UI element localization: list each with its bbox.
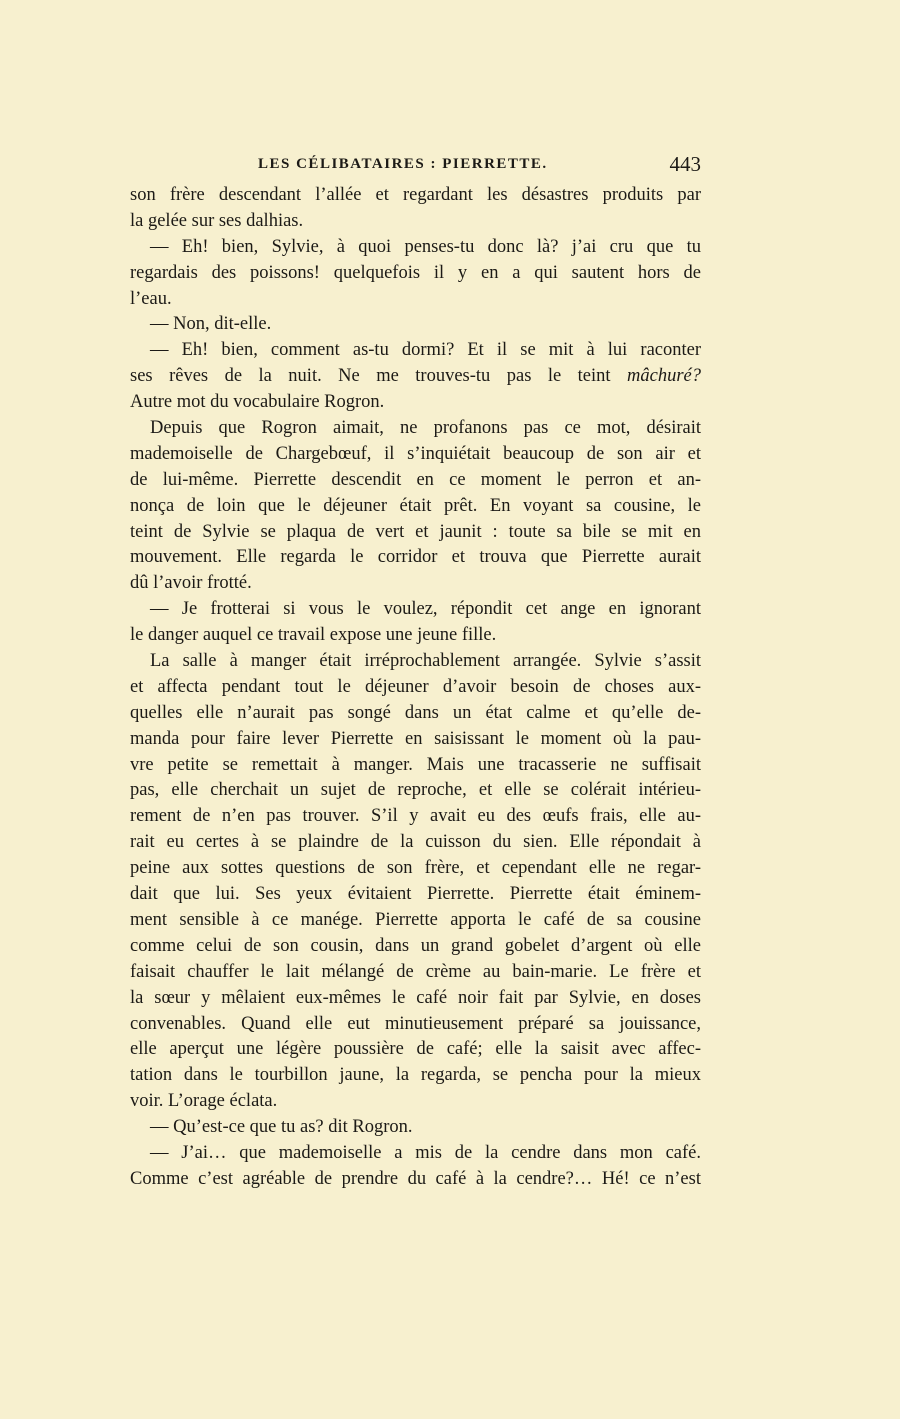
text-line: Autre mot du vocabulaire Rogron. [130,392,385,413]
running-title: LES CÉLIBATAIRES : PIERRETTE. [258,156,548,172]
text-line: teint de Sylvie se plaqua de vert et jaunit : toute sa bile se mit en [130,521,701,542]
page-number: 443 [669,152,701,176]
text-line: — Je frotterai si vous le voulez, répondit cet ange en ignorant [150,599,701,620]
text-line: elle aperçut une légère poussière de café; elle la saisit avec affec- [130,1039,701,1060]
text-line: — J’ai… que mademoiselle a mis de la cendre dans mon café. [150,1142,701,1163]
text-line: La salle à manger était irréprochablement arrangée. Sylvie s’assit [150,651,701,672]
text-line: convenables. Quand elle eut minutieusement préparé sa jouissance, [130,1013,701,1034]
text-line: mademoiselle de Chargebœuf, il s’inquiétait beaucoup de son air et [130,443,701,464]
text-line: voir. L’orage éclata. [130,1091,278,1112]
text-line: comme celui de son cousin, dans un grand gobelet d’argent où elle [130,935,701,956]
text-line: rait eu certes à se plaindre de la cuisson du sien. Elle répondait à [130,832,701,853]
text-line: la gelée sur ses dalhias. [130,210,304,231]
text-line: faisait chauffer le lait mélangé de crème au bain-marie. Le frère et [130,961,701,982]
text-line: nonça de loin que le déjeuner était prêt. En voyant sa cousine, le [130,495,701,516]
text-line: Depuis que Rogron aimait, ne profanons pas ce mot, désirait [150,418,701,439]
text-line: regardais des poissons! quelquefois il y en a qui sautent hors de [130,262,701,283]
text-line: quelles elle n’aurait pas songé dans un état calme et qu’elle de- [130,702,701,723]
text-line: — Eh! bien, Sylvie, à quoi penses-tu donc là? j’ai cru que tu [150,236,701,257]
text-line: — Qu’est-ce que tu as? dit Rogron. [150,1117,413,1138]
text-line: la sœur y mêlaient eux-mêmes le café noir fait par Sylvie, en doses [130,987,701,1008]
text-line: peine aux sottes questions de son frère, et cependant elle ne regar- [130,858,701,879]
text-line: vre petite se remettait à manger. Mais une tracasserie ne suffisait [130,754,701,775]
text-line: rement de n’en pas trouver. S’il y avait eu des œufs frais, elle au- [130,806,701,827]
text-line: Comme c’est agréable de prendre du café à la cendre?… Hé! ce n’est [130,1168,701,1189]
text-line: et affecta pendant tout le déjeuner d’avoir besoin de choses aux- [130,676,701,697]
text-line: — Non, dit-elle. [150,314,272,335]
page-header [130,152,701,180]
text-line: dû l’avoir frotté. [130,573,252,594]
text-line: — Eh! bien, comment as-tu dormi? Et il se mit à lui raconter [150,340,701,361]
text-line: le danger auquel ce travail expose une jeune fille. [130,625,497,646]
text-line: ment sensible à ce manége. Pierrette apporta le café de sa cousine [130,909,701,930]
text-line: son frère descendant l’allée et regardant les désastres produits par [130,185,701,205]
text-line: tation dans le tourbillon jaune, la regarda, se pencha pour la mieux [130,1065,701,1086]
text-line: pas, elle cherchait un sujet de reproche, et elle se colérait intérieu- [130,780,701,801]
text-line: de lui-même. Pierrette descendit en ce moment le perron et an- [130,469,701,490]
text-line: dait que lui. Ses yeux évitaient Pierrette. Pierrette était éminem- [130,884,701,905]
text-line: mouvement. Elle regarda le corridor et trouva que Pierrette aurait [130,547,701,568]
italic-word: mâchuré? [627,366,701,387]
page-body-text [130,183,701,1193]
text-line: l’eau. [130,288,172,309]
text-line: ses rêves de la nuit. Ne me trouves-tu pas le teint mâchuré? [130,366,701,387]
text-line: manda pour faire lever Pierrette en saisissant le moment où la pau- [130,728,701,749]
